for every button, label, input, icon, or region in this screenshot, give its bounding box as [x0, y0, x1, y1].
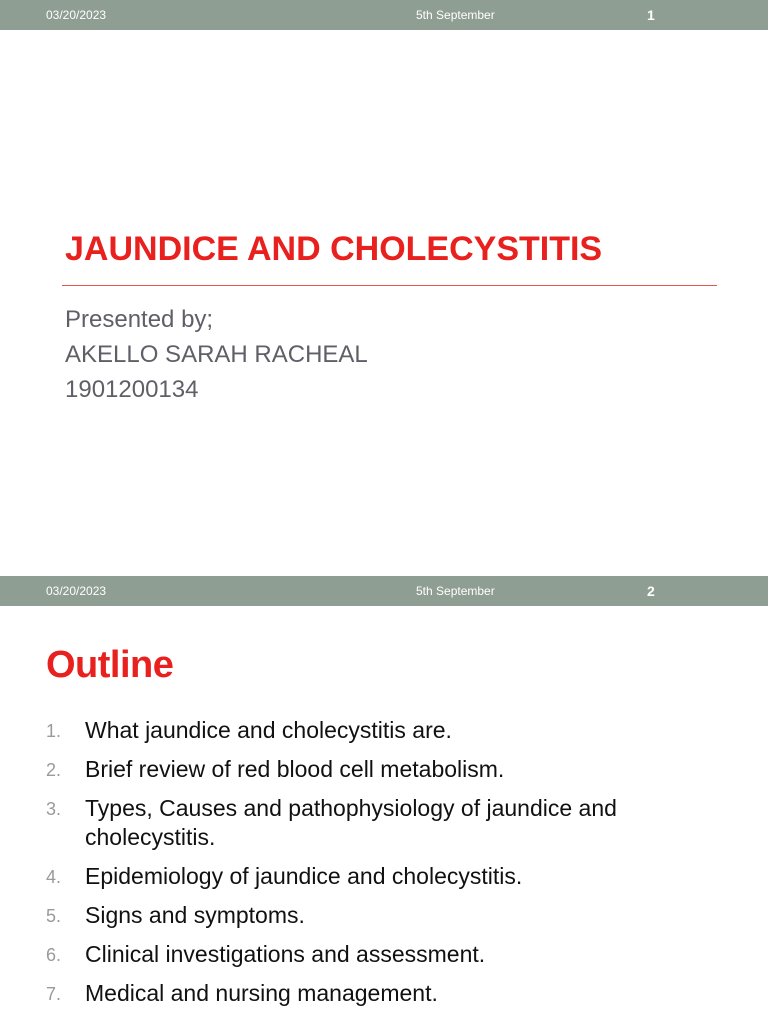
list-item	[46, 979, 746, 1008]
list-item-number: 7.	[46, 984, 62, 1004]
presenter-name: AKELLO SARAH RACHEAL	[65, 341, 368, 368]
list-item-text: Epidemiology of jaundice and cholecystitis.	[85, 863, 523, 889]
list-item-text: Clinical investigations and assessment.	[85, 941, 486, 967]
outline-list	[46, 716, 746, 1018]
list-item	[46, 862, 746, 891]
header-footer-text: 5th September	[416, 8, 495, 22]
outline-title: Outline	[46, 644, 174, 686]
list-item-number: 4.	[46, 867, 62, 887]
list-item	[46, 716, 746, 745]
list-item-number: 6.	[46, 945, 62, 965]
list-item-text: Brief review of red blood cell metabolism.	[85, 756, 505, 782]
presented-by-label: Presented by;	[65, 306, 214, 333]
header-footer-text: 5th September	[416, 584, 495, 598]
list-item	[46, 901, 746, 930]
slide-number: 2	[647, 583, 655, 599]
list-item-number: 3.	[46, 799, 62, 819]
slide-header-bar	[0, 0, 768, 30]
list-item-number: 2.	[46, 760, 62, 780]
list-item-number: 5.	[46, 906, 62, 926]
list-item	[46, 794, 746, 852]
list-item-text: Signs and symptoms.	[85, 902, 305, 928]
list-item	[46, 940, 746, 969]
slide-header-bar	[0, 576, 768, 606]
presenter-id: 1901200134	[65, 376, 199, 403]
list-item-text: Medical and nursing management.	[85, 980, 438, 1006]
slide-title: JAUNDICE AND CHOLECYSTITIS	[65, 230, 603, 268]
presenter-info	[65, 302, 368, 407]
list-item-text: Types, Causes and pathophysiology of jaundice and cholecystitis.	[85, 795, 617, 850]
title-divider	[62, 285, 717, 286]
list-item-text: What jaundice and cholecystitis are.	[85, 717, 452, 743]
header-date: 03/20/2023	[46, 8, 107, 22]
list-item	[46, 755, 746, 784]
header-date: 03/20/2023	[46, 584, 107, 598]
list-item-number: 1.	[46, 721, 62, 741]
slide-number: 1	[647, 7, 655, 23]
